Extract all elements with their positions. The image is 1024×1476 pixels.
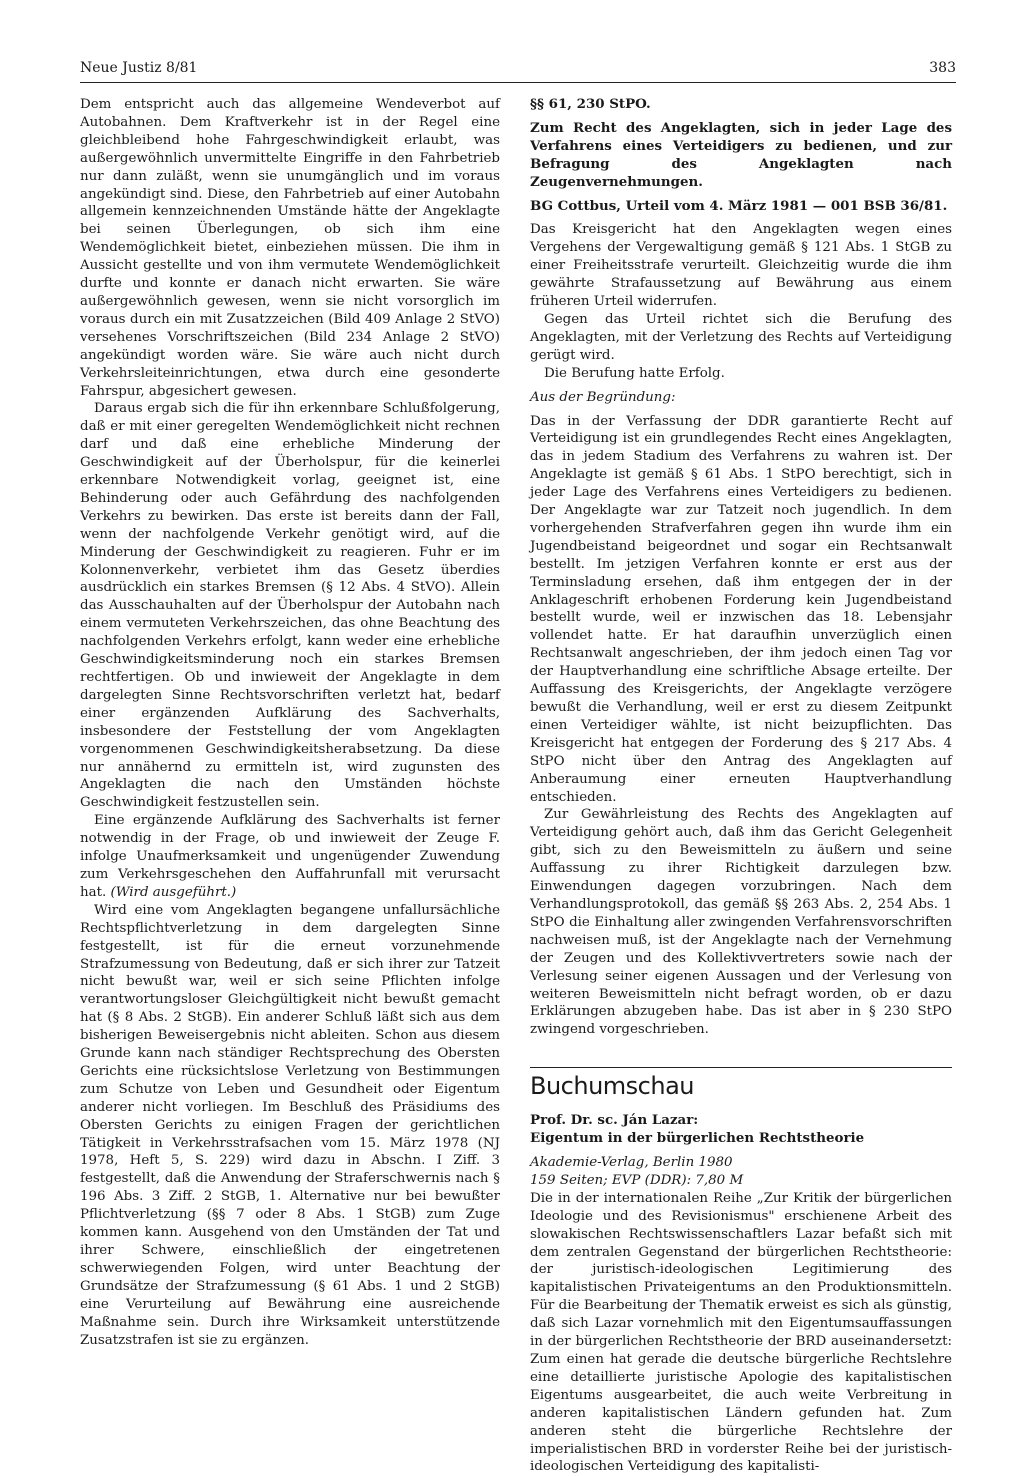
review-paragraph: Die in der internationalen Reihe „Zur Kritik der bürgerlichen Ideologie und des Revisionismus" erschienene Arbeit des slowakischen Rechtswissenschaftlers Lazar befaßt sich mit dem zentralen Gegenstand der bürgerlichen Rechtstheorie: der juristisch-ideologischen Legitimierung des kapitalistischen Privateigentums an den Produktionsmitteln. Für die Bearbeitung der Thematik erweist es sich als günstig, daß sich Lazar vornehmlich mit den Eigentumsauffassungen in der bürgerlichen Rechtstheorie der BRD auseinandersetzt: Zum einen hat gerade die deutsche bürgerliche Rechtslehre eine detaillierte juristische Apologie des kapitalistischen Eigentums ausgearbeitet, die auch weite Verbreitung in anderen kapitalistischen Ländern gefunden hat. Zum anderen steht die bürgerliche Rechtslehre der imperialistischen BRD in vorderster Reihe bei der juristisch-ideologischen Verteidigung des kapitalisti- [530, 1190, 952, 1475]
section-title: Buchumschau [530, 1072, 694, 1101]
paragraph: Das in der Verfassung der DDR garantierte Recht auf Verteidigung ist ein grundlegendes Recht eines Angeklagten, das in jedem Stadium des Verfahrens zu wahren ist. Der Angeklagte ist gemäß § 61 Abs. 1 StPO berechtigt, sich in jeder Lage des Verfahrens eines Verteidigers zu bedienen. Der Angeklagte war zur Tatzeit noch jugendlich. In dem vorhergehenden Strafverfahren gegen ihn wurde ihm ein Jugendbeistand beigeordnet und sogar ein Rechtsanwalt bestellt. Im jetzigen Verfahren konnte er erst aus der Terminsladung ersehen, daß ihm entgegen der in der Anklageschrift erhobenen Forderung kein Jugendbeistand bestellt wurde, weil er inzwischen das 18. Lebensjahr vollendet hatte. Er hat daraufhin unverzüglich einen Rechtsanwalt angeschrieben, der ihm jedoch einen Tag vor der Hauptverhandlung eine schriftliche Absage erteilte. Der Auffassung des Kreisgerichts, der Angeklagte verzögere bewußt die Verhandlung, weil er erst zu diesem Zeitpunkt einen Verteidiger wählte, ist nicht beizupflichten. Das Kreisgericht hat entgegen der Forderung des § 217 Abs. 4 StPO nicht über den Antrag des Angeklagten auf Anberaumung einer erneuten Hauptverhandlung entschieden. [530, 413, 952, 805]
paragraph: Wird eine vom Angeklagten begangene unfallursächliche Rechtspflichtverletzung in dem dargelegten Sinne festgestellt, ist für die erneut vorzunehmende Strafzumessung von Bedeutung, daß er sich ihrer zur Tatzeit nicht bewußt war, weil er sich seine Pflichten infolge verantwortungsloser Gleichgültigkeit nicht bewußt gemacht hat (§ 8 Abs. 2 StGB). Ein anderer Schluß läßt sich aus dem bisherigen Beweisergebnis nicht ableiten. Schon aus diesem Grunde kann nach ständiger Rechtsprechung des Obersten Gerichts eine rücksichtslose Verletzung von Bestimmungen zum Schutze von Leben und Gesundheit oder Eigentum anderer nicht vorliegen. Im Beschluß des Präsidiums des Obersten Gerichts zu einigen Fragen der gerichtlichen Tätigkeit in Verkehrsstrafsachen vom 15. März 1978 (NJ 1978, Heft 5, S. 229) wird dazu in Abschn. I Ziff. 3 festgestellt, daß die Anwendung der Straferschwernis nach § 196 Abs. 3 Ziff. 2 StGB, 1. Alternative nur bei bewußter Pflichtverletzung (§§ 7 oder 8 Abs. 1 StGB) zum Zuge kommen kann. Ausgehend von den Umständen der Tat und ihrer Schwere, einschließlich der eingetretenen schwerwiegenden Folgen, wird unter Beachtung der Grundsätze der Strafzumessung (§ 61 Abs. 1 und 2 StGB) eine Verurteilung auf Bewährung eine ausreichende Maßnahme sein. Durch ihre Wirksamkeit unterstützende Zusatzstrafen ist sie zu ergänzen. [80, 902, 500, 1348]
header-rule [80, 82, 956, 83]
paragraph [80, 812, 500, 902]
headnote: Zum Recht des Angeklagten, sich in jeder Lage des Verfahrens eines Verteidigers zu bedienen, und zur Befragung des Angeklagten nach Zeugenvernehmungen. [530, 119, 952, 190]
section-rule [530, 1067, 952, 1068]
legal-reference: §§ 61, 230 StPO. [530, 96, 651, 112]
book-publisher: Akademie-Verlag, Berlin 1980 [530, 1155, 733, 1171]
page-number: 383 [929, 60, 956, 76]
book-author: Prof. Dr. sc. Ján Lazar: [530, 1112, 699, 1129]
journal-issue-label: Neue Justiz 8/81 [80, 60, 198, 76]
paragraph-text: Eine ergänzende Aufklärung des Sachverhalts ist ferner notwendig in der Frage, ob und inwieweit der Zeuge F. infolge Unaufmerksamkeit und ungenügender Zuwendung zum Verkehrsgeschehen den Auffahrunfall mit verursacht hat. [80, 813, 500, 900]
book-details: 159 Seiten; EVP (DDR): 7,80 M [530, 1172, 744, 1188]
right-column [530, 96, 952, 1476]
paragraph: Dem entspricht auch das allgemeine Wendeverbot auf Autobahnen. Dem Kraftverkehr ist in der Regel eine gleichbleibend hohe Fahrgeschwindigkeit erlaubt, was außergewöhnlich unvermittelte Eingriffe in den Fahrbetrieb nur dann zuläßt, wenn sie unumgänglich und im voraus angekündigt sind. Diese, den Fahrbetrieb auf einer Autobahn allgemein kennzeichnenden Umstände hätte der Angeklagte bei seinen Überlegungen, ob sich ihm eine Wendemöglichkeit bietet, einbeziehen müssen. Die ihm in Aussicht gestellte und von ihm vermutete Wendemöglichkeit durfte und konnte er danach nicht erwarten. Sie wäre außergewöhnlich gewesen, wenn sie nicht vorsorglich im voraus durch ein mit Zusatzzeichen (Bild 409 Anlage 2 StVO) versehenes Vorschriftszeichen (Bild 234 Anlage 2 StVO) angekündigt worden wäre. Sie wäre auch nicht durch Verkehrsleiteinrichtungen, etwa durch eine gesonderte Fahrspur, abgesichert gewesen. [80, 97, 500, 399]
left-column [80, 96, 500, 1349]
paragraph: Daraus ergab sich die für ihn erkennbare Schlußfolgerung, daß er mit einer geregelten Wendemöglichkeit nicht rechnen darf und daß eine erhebliche Minderung der Geschwindigkeit auf der Überholspur, für die keinerlei erkennbare Notwendigkeit vorlag, geeignet ist, eine Behinderung oder auch Gefährdung des nachfolgenden Verkehrs zu bewirken. Das erste ist bereits dann der Fall, wenn der nachfolgende Verkehr genötigt wird, auf die Minderung der Geschwindigkeit zu reagieren. Fuhr er im Kolonnenverkehr, verbietet ihm das Gesetz überdies ausdrücklich ein starkes Bremsen (§ 12 Abs. 4 StVO). Allein das Ausschauhalten auf der Überholspur der Autobahn nach einem vermuteten Verkehrszeichen, das ohne Beachtung des nachfolgenden Verkehrs erfolgt, kann weder eine erhebliche Geschwindigkeitsminderung noch ein starkes Bremsen rechtfertigen. Ob und inwieweit der Angeklagte in dem dargelegten Sinne Rechtsvorschriften verletzt hat, bedarf einer ergänzenden Aufklärung des Sachverhalts, insbesondere der Feststellung der vom Angeklagten vorgenommenen Geschwindigkeitsherabsetzung. Da diese nur annähernd zu ermitteln ist, wird zugunsten des Angeklagten die nach den Umständen höchste Geschwindigkeit festzustellen sein. [80, 401, 500, 811]
paragraph: Das Kreisgericht hat den Angeklagten wegen eines Vergehens der Vergewaltigung gemäß § 121 Abs. 1 StGB zu einer Freiheitsstrafe verurteilt. Gleichzeitig wurde die ihm gewährte Strafaussetzung auf Bewährung aus einem früheren Urteil widerrufen. [530, 222, 952, 310]
paragraph: Gegen das Urteil richtet sich die Berufung des Angeklagten, mit der Verletzung des Rechts auf Verteidigung gerügt wird. [530, 311, 952, 363]
paragraph: Zur Gewährleistung des Rechts des Angeklagten auf Verteidigung gehört auch, daß ihm das Gericht Gelegenheit gibt, sich zu den Beweismitteln zu äußern und seine Auffassung zu ihrer Richtigkeit darzulegen bzw. Einwendungen dagegen vorzubringen. Nach dem Verhandlungsprotokoll, das gemäß §§ 263 Abs. 2, 254 Abs. 1 StPO die Einhaltung aller zwingenden Verfahrensvorschriften nachweisen muß, ist der Angeklagte nach der Vernehmung der Zeugen und des Kollektivvertreters sowie nach der Verlesung seiner eigenen Aussagen und der Verlesung von weiteren Beweismitteln nicht befragt worden, ob er dazu Erklärungen abzugeben habe. Das ist aber in § 230 StPO zwingend vorgeschrieben. [530, 807, 952, 1038]
paragraph: Die Berufung hatte Erfolg. [544, 365, 725, 381]
page-header [80, 60, 956, 82]
court-citation: BG Cottbus, Urteil vom 4. März 1981 — 001 BSB 36/81. [530, 197, 948, 214]
book-title: Eigentum in der bürgerlichen Rechtstheorie [530, 1130, 865, 1147]
subheading-begruendung: Aus der Begründung: [530, 389, 676, 405]
editorial-note: (Wird ausgeführt.) [110, 884, 237, 900]
